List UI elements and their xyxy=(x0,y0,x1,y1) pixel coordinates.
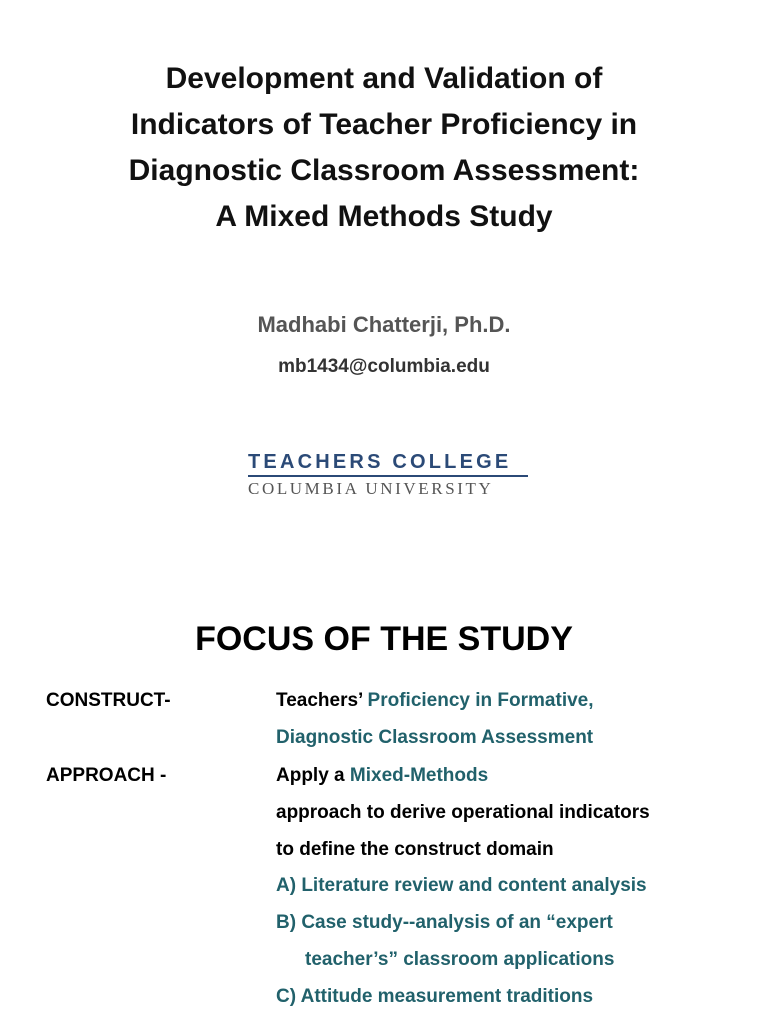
logo-bottom-text: COLUMBIA UNIVERSITY xyxy=(248,479,494,498)
focus-slide xyxy=(0,580,768,1024)
construct-highlight-1: Proficiency in Formative, xyxy=(367,690,594,711)
teachers-college-logo xyxy=(248,450,530,499)
focus-heading: FOCUS OF THE STUDY xyxy=(195,620,573,658)
approach-item-b: B) Case study--analysis of an “expert xyxy=(276,912,613,933)
construct-highlight-2: Diagnostic Classroom Assessment xyxy=(276,727,594,748)
construct-label: CONSTRUCT- xyxy=(46,690,171,711)
author-name: Madhabi Chatterji, Ph.D. xyxy=(257,312,511,337)
logo-divider xyxy=(248,475,528,477)
logo-top-text: TEACHERS COLLEGE xyxy=(248,451,512,473)
construct-prefix: Teachers’ xyxy=(276,690,368,711)
approach-item-a: A) Literature review and content analysis xyxy=(276,875,647,896)
slide-title xyxy=(0,56,768,240)
title-line: Development and Validation of xyxy=(165,62,603,95)
author-email: mb1434@columbia.edu xyxy=(278,356,490,377)
approach-item-c: C) Attitude measurement traditions xyxy=(276,986,594,1007)
approach-item-b-cont: teacher’s” classroom applications xyxy=(305,949,615,970)
title-line: Diagnostic Classroom Assessment: xyxy=(128,154,640,187)
approach-prefix: Apply a xyxy=(276,765,350,786)
title-line: A Mixed Methods Study xyxy=(215,200,553,233)
approach-line-3: to define the construct domain xyxy=(276,839,554,860)
approach-label: APPROACH - xyxy=(46,765,167,786)
construct-line-1 xyxy=(276,690,594,712)
approach-line-1 xyxy=(276,765,488,787)
approach-line-2: approach to derive operational indicators xyxy=(276,802,650,823)
approach-highlight: Mixed-Methods xyxy=(349,765,489,786)
title-line: Indicators of Teacher Proficiency in xyxy=(130,108,638,141)
